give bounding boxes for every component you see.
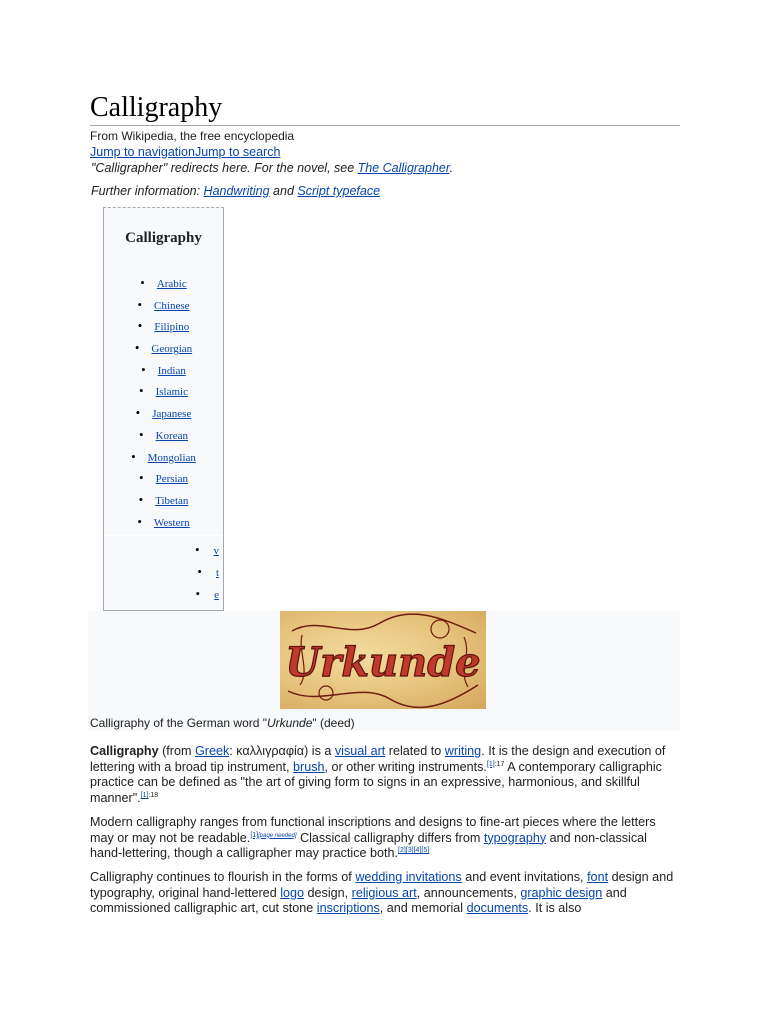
greek-link[interactable]: Greek	[194, 744, 230, 758]
vte-item-edit	[195, 586, 219, 608]
sidebar-item-chinese	[104, 297, 223, 319]
sidebar-item-georgian	[104, 340, 223, 362]
vte-talk-link[interactable]: t	[215, 567, 219, 579]
paragraph-uses: Calligraphy continues to flourish in the forms of wedding invitations and event invitations, font design and typography, original hand-lettered logo design, religious art, announcements, graphic design and commissioned calligraphic art, cut stone inscriptions, and memorial documents. It is also	[90, 869, 674, 916]
script-typeface-link[interactable]: Script typeface	[297, 184, 381, 198]
jump-links	[90, 144, 680, 160]
article	[90, 92, 680, 916]
sidebar-link-indian[interactable]: Indian	[157, 364, 186, 377]
sidebar-item-islamic	[104, 383, 223, 405]
jump-to-navigation-link[interactable]: Jump to navigation	[90, 145, 195, 159]
sidebar-list	[104, 275, 223, 535]
sidebar-link-filipino[interactable]: Filipino	[154, 321, 190, 334]
logo-link[interactable]: logo	[280, 885, 305, 900]
the-calligrapher-link[interactable]: The Calligrapher	[357, 161, 450, 175]
sidebar-link-korean[interactable]: Korean	[155, 429, 188, 442]
sidebar-title: Calligraphy	[125, 230, 202, 246]
graphic-design-link[interactable]: graphic design	[520, 885, 603, 900]
sidebar-link-japanese[interactable]: Japanese	[152, 408, 192, 421]
citation: [1]:17	[486, 760, 505, 768]
sidebar-item-persian	[104, 470, 223, 492]
paragraph-intro: Calligraphy (from Greek: καλλιγραφία) is a visual art related to writing. It is the design and execution of lettering with a broad tip instrument, brush, or other writing instruments.$^{[1]:17}$ A contemporary calligraphic practice can be defined as "the art of giving form to signs in an expressive, harmonious, and skillful manner".$^{[1]:18}$	[90, 744, 666, 806]
inscriptions-link[interactable]: inscriptions	[316, 901, 380, 916]
citation-link[interactable]: [1]	[486, 760, 495, 768]
page-needed-link[interactable]: [page needed]	[258, 832, 297, 839]
visual-art-link[interactable]: visual art	[334, 744, 386, 758]
citation-link[interactable]: [2][3][4][5]	[398, 847, 430, 855]
urkunde-calligraphy-image[interactable]	[280, 611, 486, 709]
sidebar-link-arabic[interactable]: Arabic	[156, 278, 187, 290]
page-title: Calligraphy	[90, 92, 680, 126]
wedding-invitations-link[interactable]: wedding invitations	[355, 869, 462, 884]
typography-link[interactable]: typography	[483, 830, 547, 845]
citation-link[interactable]: [1]	[250, 831, 259, 839]
article-body	[90, 744, 682, 925]
hatnote-further-information: Further information: Handwriting and Script typeface	[91, 184, 381, 198]
vte-edit-link[interactable]: e	[214, 589, 219, 601]
font-link[interactable]: font	[587, 869, 609, 884]
urkunde-text: Urkunde	[285, 639, 481, 686]
citation: [1]:18	[140, 792, 159, 800]
sidebar-item-tibetan	[104, 492, 223, 514]
page-needed-tag	[258, 833, 296, 839]
sidebar-link-islamic[interactable]: Islamic	[155, 386, 188, 399]
sidebar-divider	[104, 535, 223, 536]
vte-item-view	[195, 542, 219, 564]
vte-item-talk	[195, 564, 219, 586]
jump-to-search-link[interactable]: Jump to search	[194, 145, 281, 159]
paragraph-modern: Modern calligraphy ranges from functional inscriptions and designs to fine-art pieces where the letters may or may not be readable.[1][page needed] Classical calligraphy differs from typography and non-classical hand-lettering, though a calligrapher may practice both.[2][3][4][5]	[90, 814, 656, 861]
sidebar-link-tibetan[interactable]: Tibetan	[155, 494, 189, 507]
calligraphy-sidebar	[103, 207, 224, 611]
citation	[250, 832, 258, 839]
sidebar-item-arabic	[104, 275, 223, 297]
hatnote-redirect: "Calligrapher" redirects here. For the novel, see The Calligrapher.	[91, 161, 454, 175]
writing-link[interactable]: writing	[444, 744, 482, 758]
religious-art-link[interactable]: religious art	[351, 885, 417, 900]
figure-urkunde	[88, 611, 680, 731]
sidebar-item-western	[104, 514, 223, 536]
sidebar-link-western[interactable]: Western	[153, 516, 190, 529]
sidebar-item-indian	[104, 362, 223, 384]
site-tagline: From Wikipedia, the free encyclopedia	[90, 129, 295, 143]
sidebar-link-chinese[interactable]: Chinese	[154, 299, 190, 312]
citation-link[interactable]: [1]	[140, 792, 149, 800]
vte-view-link[interactable]: v	[213, 545, 219, 557]
sidebar-link-mongolian[interactable]: Mongolian	[147, 451, 196, 464]
navbox-vte	[195, 542, 219, 608]
sidebar-item-mongolian	[104, 449, 223, 471]
sidebar-link-georgian[interactable]: Georgian	[151, 343, 193, 356]
sidebar-item-filipino	[104, 318, 223, 340]
urkunde-artwork	[280, 611, 486, 709]
brush-link[interactable]: brush	[293, 759, 325, 774]
citation	[398, 847, 429, 854]
handwriting-link[interactable]: Handwriting	[203, 184, 270, 198]
sidebar-item-japanese	[104, 405, 223, 427]
figure-caption: Calligraphy of the German word "Urkunde" (deed)	[90, 716, 355, 730]
sidebar-item-korean	[104, 427, 223, 449]
documents-link[interactable]: documents	[466, 901, 529, 916]
sidebar-link-persian[interactable]: Persian	[155, 473, 188, 486]
